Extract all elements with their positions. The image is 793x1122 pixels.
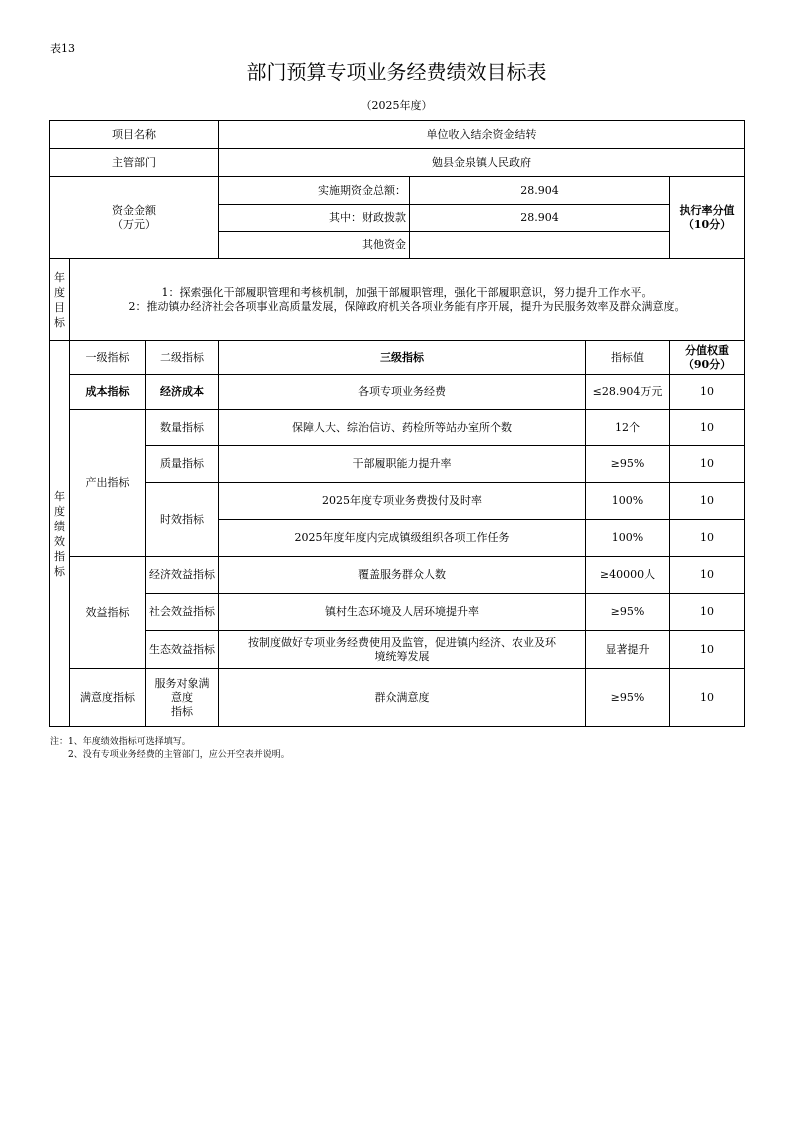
- output-indicator-label: 产出指标: [70, 410, 146, 557]
- service-satisfaction-line2: 意度: [171, 690, 193, 704]
- annual-goal-line1: 1：探索强化干部履职管理和考核机制，加强干部履职管理，强化干部履职意识，努力提升工作水平。: [161, 285, 653, 299]
- table-number-label: 表13: [50, 42, 75, 55]
- timeliness-indicator-label: 时效指标: [146, 483, 219, 557]
- funds-other-value: [410, 232, 670, 259]
- funds-fiscal-value: 28.904: [410, 205, 670, 232]
- cost-indicator-label: 成本指标: [70, 375, 146, 410]
- execution-rate-score: [670, 177, 745, 259]
- satisfaction-indicator-label: 满意度指标: [70, 669, 146, 727]
- quality-indicator-label: 质量指标: [146, 446, 219, 483]
- department-label: 主管部门: [50, 149, 219, 177]
- project-name-label: 项目名称: [50, 121, 219, 149]
- ecological-benefit-weight: 10: [670, 631, 745, 669]
- economic-benefit-value: ≥40000人: [586, 557, 670, 594]
- quantity-indicator-label: 数量指标: [146, 410, 219, 446]
- table-row: [50, 375, 745, 410]
- timeliness-row1-weight: 10: [670, 483, 745, 520]
- satisfaction-value: ≥95%: [586, 669, 670, 727]
- satisfaction-weight: 10: [670, 669, 745, 727]
- service-satisfaction-line1: 服务对象满: [154, 676, 210, 690]
- project-name-row: [50, 121, 745, 149]
- ecological-benefit-value: 显著提升: [586, 631, 670, 669]
- funds-label-line1: 资金金额: [112, 203, 156, 217]
- timeliness-row1-value: 100%: [586, 483, 670, 520]
- quantity-value: 12个: [586, 410, 670, 446]
- annual-goal-text: [70, 259, 745, 341]
- funds-total-label: 实施期资金总额：: [219, 177, 410, 205]
- table-row: [50, 631, 745, 669]
- timeliness-row2-level3: 2025年度年度内完成镇级组织各项工作任务: [219, 520, 586, 557]
- ecological-benefit-label: 生态效益指标: [146, 631, 219, 669]
- ecological-level3-line1: 按制度做好专项业务经费使用及监管，促进镇内经济、农业及环: [248, 635, 556, 649]
- funds-other-label: 其他资金: [219, 232, 410, 259]
- economic-cost-label: 经济成本: [146, 375, 219, 410]
- satisfaction-level3: 群众满意度: [219, 669, 586, 727]
- cost-value: ≤28.904万元: [586, 375, 670, 410]
- annual-goal-row: [50, 259, 745, 341]
- header-value: 指标值: [586, 341, 670, 375]
- table-row: [50, 410, 745, 446]
- execution-rate-score-line2: （10分）: [682, 217, 732, 231]
- quality-weight: 10: [670, 446, 745, 483]
- service-satisfaction-line3: 指标: [171, 704, 193, 718]
- page-title: 部门预算专项业务经费绩效目标表: [246, 60, 547, 84]
- funds-label: [50, 177, 219, 259]
- benefit-indicator-label: 效益指标: [70, 557, 146, 669]
- execution-rate-score-line1: 执行率分值: [679, 203, 735, 217]
- funds-fiscal-label: 其中：财政拨款: [219, 205, 410, 232]
- social-benefit-label: 社会效益指标: [146, 594, 219, 631]
- table-row: [50, 557, 745, 594]
- ecological-benefit-level3: [219, 631, 586, 669]
- economic-benefit-level3: 覆盖服务群众人数: [219, 557, 586, 594]
- social-benefit-value: ≥95%: [586, 594, 670, 631]
- quality-value: ≥95%: [586, 446, 670, 483]
- annual-indicator-section-label: 年度绩效指标: [50, 341, 70, 727]
- table-row: [50, 483, 745, 520]
- economic-benefit-weight: 10: [670, 557, 745, 594]
- cost-weight: 10: [670, 375, 745, 410]
- funds-label-line2: （万元）: [112, 217, 156, 231]
- funds-total-value: 28.904: [410, 177, 670, 205]
- header-level3: 三级指标: [219, 341, 586, 375]
- header-weight-line1: 分值权重: [685, 343, 729, 357]
- economic-benefit-label: 经济效益指标: [146, 557, 219, 594]
- header-weight-line2: （90分）: [682, 357, 732, 371]
- department-row: [50, 149, 745, 177]
- footnotes: [50, 736, 290, 762]
- header-weight: [670, 341, 745, 375]
- project-name-value: 单位收入结余资金结转: [219, 121, 745, 149]
- cost-level3: 各项专项业务经费: [219, 375, 586, 410]
- timeliness-row2-value: 100%: [586, 520, 670, 557]
- table-row: [50, 446, 745, 483]
- fiscal-year: （2025年度）: [360, 99, 433, 112]
- quantity-level3: 保障人大、综治信访、药检所等站办室所个数: [219, 410, 586, 446]
- footnote-2: 2、没有专项业务经费的主管部门，应公开空表并说明。: [68, 750, 290, 760]
- timeliness-row1-level3: 2025年度专项业务费拨付及时率: [219, 483, 586, 520]
- annual-goal-line2: 2：推动镇办经济社会各项事业高质量发展，保障政府机关各项业务能有序开展，提升为民服务效率及群众满意度。: [128, 299, 686, 313]
- table-row: [50, 669, 745, 727]
- header-level2: 二级指标: [146, 341, 219, 375]
- department-value: 勉县金泉镇人民政府: [219, 149, 745, 177]
- performance-target-table: [49, 120, 745, 727]
- funds-total-row: [50, 177, 745, 205]
- social-benefit-level3: 镇村生态环境及人居环境提升率: [219, 594, 586, 631]
- social-benefit-weight: 10: [670, 594, 745, 631]
- header-level1: 一级指标: [70, 341, 146, 375]
- annual-goal-label: 年度目标: [50, 259, 70, 341]
- timeliness-row2-weight: 10: [670, 520, 745, 557]
- service-satisfaction-label: [146, 669, 219, 727]
- ecological-level3-line2: 境统筹发展: [374, 649, 430, 663]
- quantity-weight: 10: [670, 410, 745, 446]
- indicator-header-row: [50, 341, 745, 375]
- footnote-1: 注：1、年度绩效指标可选择填写。: [50, 737, 191, 747]
- quality-level3: 干部履职能力提升率: [219, 446, 586, 483]
- table-row: [50, 594, 745, 631]
